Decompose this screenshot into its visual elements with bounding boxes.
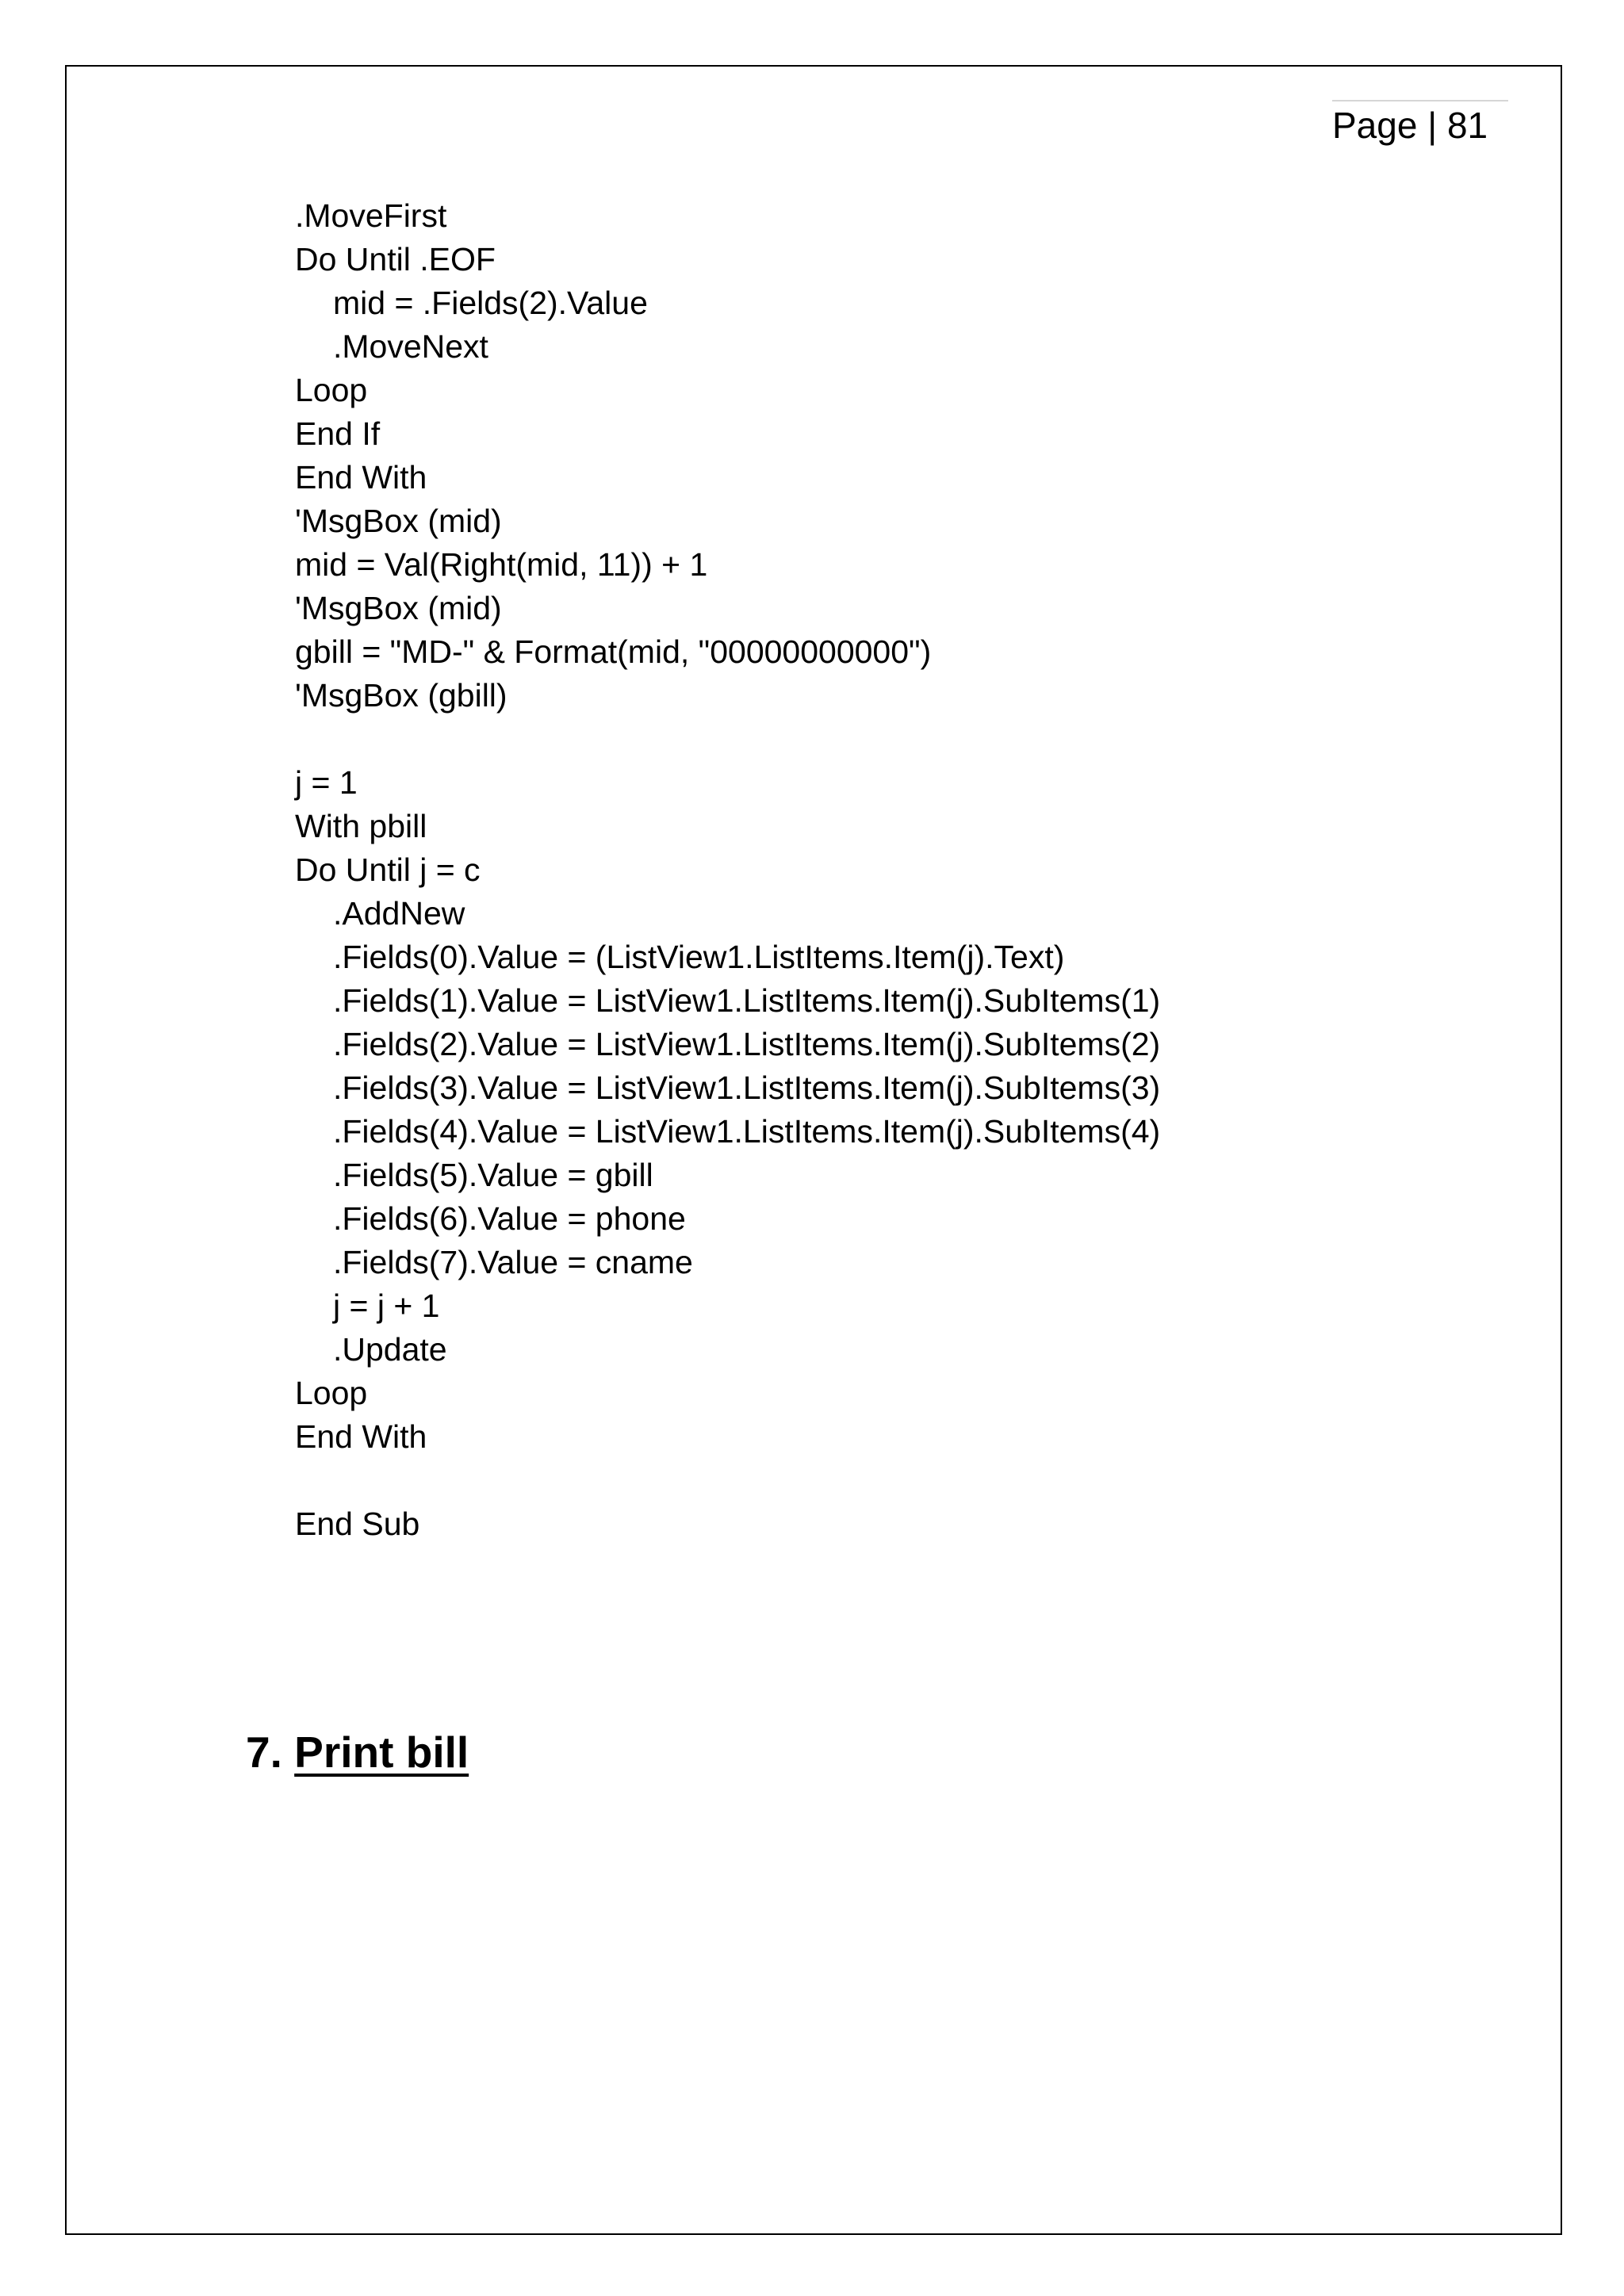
code-line: gbill = "MD-" & Format(mid, "00000000000") [295, 633, 932, 670]
code-line: End Sub [295, 1506, 420, 1542]
code-line: mid = .Fields(2).Value [333, 285, 648, 321]
code-line [295, 1459, 1160, 1502]
code-line: End With [295, 1418, 427, 1455]
code-listing [295, 194, 1160, 1546]
code-line: 'MsgBox (gbill) [295, 677, 508, 714]
code-line [295, 718, 1160, 761]
code-line: End With [295, 459, 427, 496]
section-number: 7. [246, 1728, 295, 1777]
code-line: .Fields(7).Value = cname [333, 1244, 693, 1280]
code-line: Do Until j = c [295, 851, 481, 888]
code-line: 'MsgBox (mid) [295, 590, 502, 626]
code-line: .Fields(2).Value = ListView1.ListItems.Item(j).SubItems(2) [333, 1026, 1161, 1062]
code-line: j = j + 1 [333, 1288, 440, 1324]
code-line: .AddNew [333, 895, 465, 932]
code-line: .Fields(1).Value = ListView1.ListItems.Item(j).SubItems(1) [333, 982, 1161, 1019]
code-line: .Fields(5).Value = gbill [333, 1157, 653, 1193]
page-number: Page | 81 [1332, 105, 1488, 146]
code-line: Do Until .EOF [295, 241, 496, 277]
code-line: .MoveFirst [295, 197, 447, 234]
code-line: Loop [295, 372, 368, 408]
code-line: .Fields(4).Value = ListView1.ListItems.Item(j).SubItems(4) [333, 1113, 1161, 1150]
code-line: .Fields(3).Value = ListView1.ListItems.Item(j).SubItems(3) [333, 1070, 1161, 1106]
code-line: .MoveNext [333, 328, 488, 365]
code-line: .Fields(6).Value = phone [333, 1200, 686, 1237]
code-line: 'MsgBox (mid) [295, 503, 502, 539]
code-line: With pbill [295, 808, 427, 844]
code-line: j = 1 [295, 764, 358, 801]
code-line: End If [295, 415, 381, 452]
code-line: .Fields(0).Value = (ListView1.ListItems.Item(j).Text) [333, 939, 1065, 975]
code-line: .Update [333, 1331, 447, 1368]
section-heading [246, 1724, 469, 1780]
code-line: Loop [295, 1375, 368, 1411]
section-title: Print bill [294, 1728, 469, 1777]
code-line: mid = Val(Right(mid, 11)) + 1 [295, 546, 708, 583]
